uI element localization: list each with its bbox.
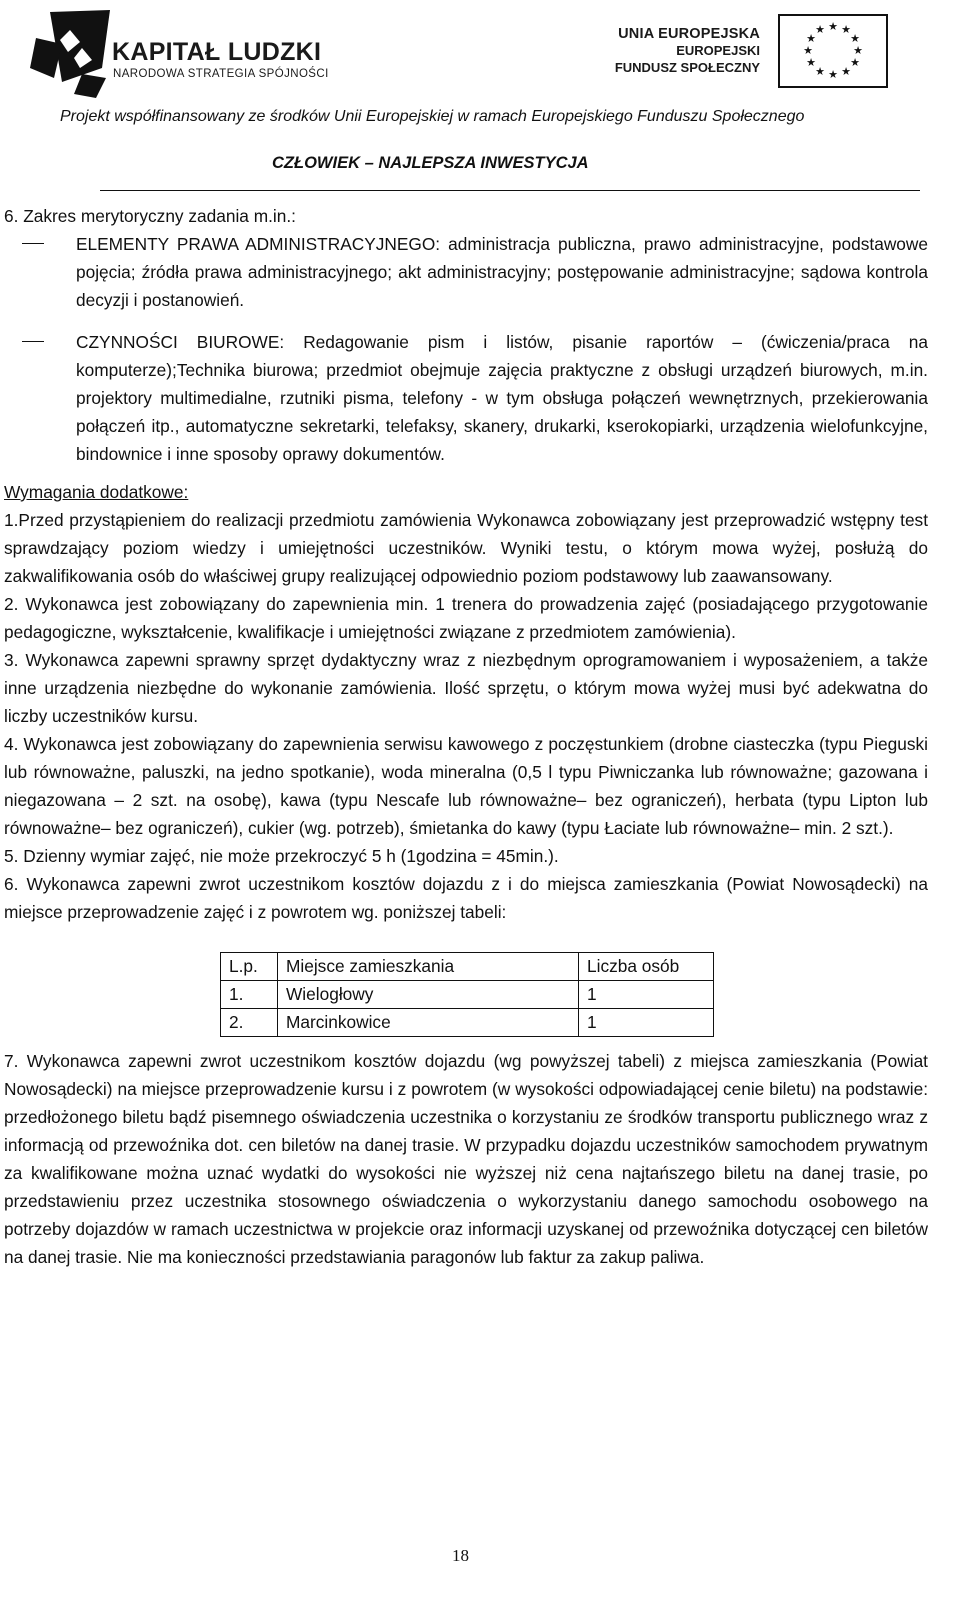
requirement-paragraph-7: 7. Wykonawca zapewni zwrot uczestnikom kosztów dojazdu (wg powyższej tabeli) z miejsca zamieszkania (Powiat Nowosądecki) na miejsce przeprowadzenie kursu i z powrotem (w wysokości odpowiadającej cenie biletu) na podstawie: przedłożonego biletu bądź pisemnego oświadczenia uczestnika o korzystaniu ze środków transportu publicznego wraz z informacją od przewoźnika dot. cen biletów na danej trasie. W przypadku dojazdu uczestników samochodem prywatnym za kwalifikowane można uznać wydatki do wysokości nie wyższej niż cena najtańszego biletu na danej trasie, po przedstawieniu przez uczestnika stosownego oświadczenia o wykorzystaniu danego samochodu osobowego na potrzeby dojazdów w ramach uczestnictwa w projekcie oraz informacji uzyskanej od przewoźnika dotyczącej cen biletów na danej trasie. Nie ma konieczności przedstawiania paragonów lub faktur za zakup paliwa. (4, 1051, 928, 1267)
bullet-item (4, 328, 928, 468)
svg-text:★: ★ (853, 44, 863, 57)
bullet-text: CZYNNOŚCI BIUROWE: Redagowanie pism i listów, pisanie raportów – (ćwiczenia/praca na komputerze);Technika biurowa; przedmiot obejmuje zajęcia praktyczne z obsługi urządzeń biurowych, m.in. projektory multimedialne, rzutniki pisma, telefony - w tym obsługa połączeń wewnętrznych, przekierowania połączeń itp., automatyczne sekretarki, telefaksy, skanery, drukarki, kserokopiarki, urządzenia wielofunkcyjne, bindownice i inne sposoby oprawy dokumentów. (76, 332, 928, 464)
svg-text:★: ★ (815, 23, 825, 36)
kapital-ludzki-logo-icon (22, 8, 114, 100)
requirement-paragraph: 5. Dzienny wymiar zajęć, nie może przekroczyć 5 h (1godzina = 45min.). (4, 846, 559, 866)
requirement-paragraph: 2. Wykonawca jest zobowiązany do zapewnienia min. 1 trenera do prowadzenia zajęć (posiadającego przygotowanie pedagogiczne, wykształcenie, kwalifikacje i umiejętności związane z przedmiotem zamówienia). (4, 594, 928, 642)
table-header-cell: L.p. (221, 953, 278, 981)
document-body (4, 202, 928, 1271)
table-row (221, 981, 714, 1009)
table-cell: 1 (579, 981, 714, 1009)
svg-text:★: ★ (815, 65, 825, 78)
requirements-subheading: Wymagania dodatkowe: (4, 482, 189, 502)
spacer (4, 314, 928, 328)
kapital-ludzki-subtitle: NARODOWA STRATEGIA SPÓJNOŚCI (113, 68, 329, 80)
table-header-row (221, 953, 714, 981)
table-cell: 2. (221, 1009, 278, 1037)
motto: CZŁOWIEK – NAJLEPSZA INWESTYCJA (272, 154, 589, 172)
svg-text:★: ★ (850, 56, 860, 69)
requirement-paragraph: 6. Wykonawca zapewni zwrot uczestnikom kosztów dojazdu z i do miejsca zamieszkania (Powiat Nowosądecki) na miejsce przeprowadzenie zajęć i z powrotem wg. poniższej tabeli: (4, 874, 928, 922)
requirement-paragraph: 3. Wykonawca zapewni sprawny sprzęt dydaktyczny wraz z niezbędnym oprogramowaniem i wyposażeniem, a także inne urządzenia niezbędne do wykonanie zamówienia. Ilość sprzętu, o którym mowa wyżej musi być adekwatna do liczby uczestników kursu. (4, 650, 928, 726)
dash-bullet-icon (22, 341, 44, 342)
svg-text:★: ★ (828, 68, 838, 81)
svg-text:★: ★ (850, 32, 860, 45)
residence-table (220, 952, 714, 1037)
bullet-item (4, 230, 928, 314)
svg-text:★: ★ (828, 20, 838, 33)
requirement-paragraph: 4. Wykonawca jest zobowiązany do zapewnienia serwisu kawowego z poczęstunkiem (drobne ciasteczka (typu Pieguski lub równoważne, paluszki, na jedno spotkanie), woda mineralna (0,5 l typu Piwniczanka lub równoważne; gazowana i niegazowana – 2 szt. na osobę), kawa (typu Nescafe lub równoważne– bez ograniczeń), herbata (typu Lipton lub równoważne– bez ograniczeń), cukier (wg. potrzeb), śmietanka do kawy (typu Łaciate lub równoważne– min. 2 szt.). (4, 734, 928, 838)
table-cell: Marcinkowice (278, 1009, 579, 1037)
table-cell: 1 (579, 1009, 714, 1037)
svg-text:★: ★ (841, 65, 851, 78)
svg-text:★: ★ (803, 44, 813, 57)
ue-line-3: FUNDUSZ SPOŁECZNY (614, 60, 760, 75)
dash-bullet-icon (22, 243, 44, 244)
requirement-paragraph: 1.Przed przystąpieniem do realizacji przedmiotu zamówienia Wykonawca zobowiązany jest przeprowadzić wstępny test sprawdzający poziom wiedzy i umiejętności uczestników. Wyniki testu, o którym mowa wyżej, posłużą do zakwalifikowania osób do właściwej grupy realizującej odpowiednio poziom podstawowy lub zaawansowany. (4, 510, 928, 586)
svg-text:★: ★ (806, 56, 816, 69)
svg-text:★: ★ (806, 32, 816, 45)
project-cofinancing-note: Projekt współfinansowany ze środków Unii Europejskiej w ramach Europejskiego Funduszu Społecznego (60, 108, 805, 125)
header-divider (100, 190, 920, 191)
table-row (221, 1009, 714, 1037)
table-header-cell: Miejsce zamieszkania (278, 953, 579, 981)
ue-line-2: EUROPEJSKI (676, 43, 760, 58)
page-number: 18 (452, 1546, 469, 1565)
ue-label (615, 26, 760, 76)
eu-flag-icon (778, 14, 888, 88)
table-header-cell: Liczba osób (579, 953, 714, 981)
table-cell: 1. (221, 981, 278, 1009)
kapital-ludzki-title: KAPITAŁ LUDZKI (112, 38, 322, 66)
section-heading: 6. Zakres merytoryczny zadania m.in.: (4, 206, 296, 226)
table-cell: Wielogłowy (278, 981, 579, 1009)
ue-line-1: UNIA EUROPEJSKA (618, 26, 760, 42)
svg-text:★: ★ (841, 23, 851, 36)
page-header (0, 0, 960, 200)
bullet-text: ELEMENTY PRAWA ADMINISTRACYJNEGO: administracja publiczna, prawo administracyjne, podstawowe pojęcia; źródła prawa administracyjnego; akt administracyjny; postępowanie administracyjne; sądowa kontrola decyzji i postanowień. (76, 234, 928, 310)
residence-table-wrapper (220, 952, 928, 1037)
